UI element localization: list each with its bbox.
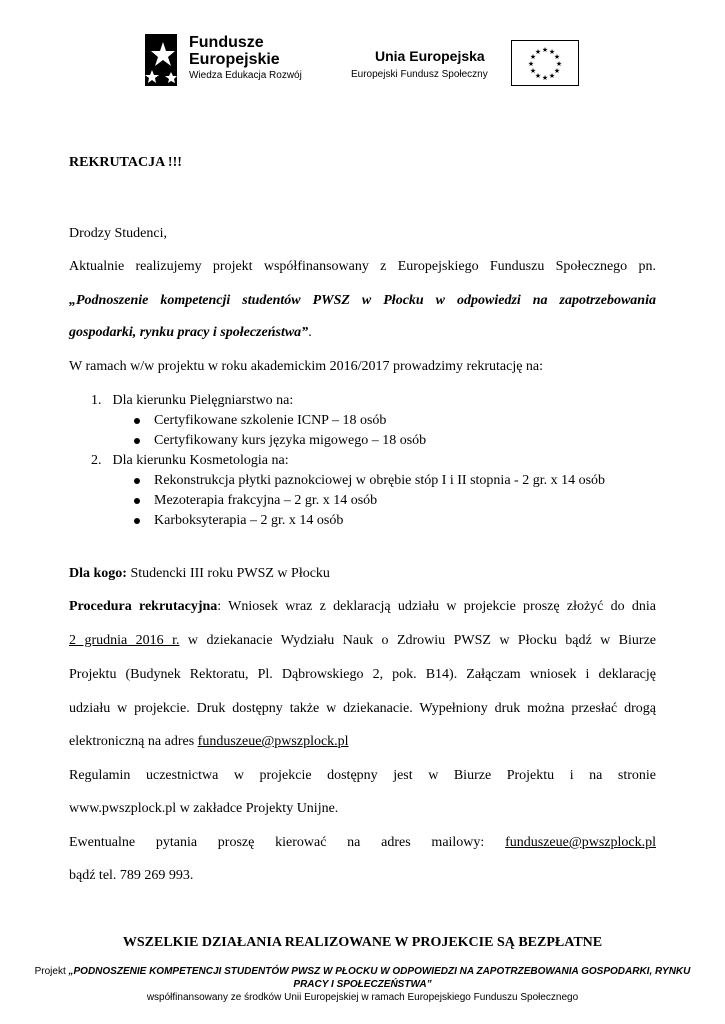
eu-flag-icon (511, 40, 579, 86)
free-notice: WSZELKIE DZIAŁANIA REALIZOWANE W PROJEKCIE SĄ BEZPŁATNE (122, 935, 603, 950)
intro-line3: gospodarki, rynku pracy i społeczeństwa”. (69, 325, 312, 340)
svg-text:★: ★ (529, 53, 537, 61)
ue-logo-line1: Unia Europejska (375, 48, 485, 64)
bullet-icon (134, 478, 140, 484)
procedure-email-link[interactable]: funduszeue@pwszplock.pl (197, 734, 349, 749)
intro-line1: Aktualnie realizujemy projekt współfinansowany z Europejskiego Funduszu Społecznego pn. (69, 259, 656, 274)
svg-text:★: ★ (548, 72, 556, 80)
fe-logo-line1: Fundusze (189, 34, 264, 51)
greeting: Drodzy Studenci, (69, 226, 167, 241)
intro-line2: „Podnoszenie kompetencji studentów PWSZ w Płocku w odpowiedzi na zapotrzebowania (69, 293, 656, 308)
contact-line1: Ewentualne pytania proszę kierować na adres mailowy: funduszeue@pwszplock.pl (69, 835, 656, 850)
procedure-line3: Projektu (Budynek Rektoratu, Pl. Dąbrowskiego 2, pok. B14). Załączam wniosek i deklarację (69, 667, 656, 682)
regulations-line1: Regulamin uczestnictwa w projekcie dostępny jest w Biurze Projektu i na stronie (69, 768, 656, 783)
procedure-line2: 2 grudnia 2016 r. w dziekanacie Wydziału Nauk o Zdrowiu PWSZ w Płocku bądź w Biurze (69, 633, 657, 648)
svg-text:★: ★ (534, 48, 542, 56)
bullet-icon (134, 498, 140, 504)
page-title: REKRUTACJA !!! (69, 155, 182, 170)
deadline-date: 2 grudnia 2016 r. (69, 633, 180, 648)
fe-star-icon (143, 32, 181, 88)
contact-line2: bądź tel. 789 269 993. (69, 868, 194, 883)
target-label: Dla kogo: (69, 566, 127, 581)
procedure-line4: udziału w projekcie. Druk dostępny także w dziekanacie. Wypełniony druk można przesłać drogą (69, 701, 656, 716)
svg-text:★: ★ (555, 60, 563, 68)
list-item-1: 1. Dla kierunku Pielęgniarstwo na: (91, 393, 294, 408)
bullet-icon (134, 418, 140, 424)
unia-europejska-logo (351, 38, 591, 98)
procedure-line1: Procedura rekrutacyjna: Wniosek wraz z deklaracją udziału w projekcie proszę złożyć do dnia (69, 599, 657, 614)
procedure-line5: elektroniczną na adres funduszeue@pwszplock.pl (69, 734, 349, 749)
fe-logo-line2: Europejskie (189, 51, 280, 68)
svg-text:★: ★ (527, 60, 535, 68)
bullet-icon (134, 438, 140, 444)
project-name-end: gospodarki, rynku pracy i społeczeństwa” (69, 325, 309, 340)
list-item-2-bullet-2: Mezoterapia frakcyjna – 2 gr. x 14 osób (154, 493, 377, 509)
fe-logo-line3: Wiedza Edukacja Rozwój (189, 70, 302, 81)
ue-logo-line2: Europejski Fundusz Społeczny (351, 69, 488, 80)
bullet-icon (134, 518, 140, 524)
svg-text:★: ★ (553, 53, 561, 61)
footer-line2: PRACY I SPOŁECZEŃSTWA” (293, 979, 432, 990)
regulations-line2: www.pwszplock.pl w zakładce Projekty Unijne. (69, 801, 339, 816)
recruitment-line: W ramach w/w projektu w roku akademickim 2016/2017 prowadzimy rekrutację na: (69, 359, 544, 374)
footer-line1: Projekt „PODNOSZENIE KOMPETENCJI STUDENTÓW PWSZ W PŁOCKU W ODPOWIEDZI NA ZAPOTRZEBOWANIA GOSPODARKI, RYNKU (34, 966, 691, 977)
svg-text:★: ★ (541, 74, 549, 82)
footer-line3: współfinansowany ze środków Unii Europejskiej w ramach Europejskiego Funduszu Społecznego (146, 992, 579, 1003)
list-item-1-bullet-2: Certyfikowany kurs języka migowego – 18 osób (154, 433, 426, 449)
list-item-2-bullet-1: Rekonstrukcja płytki paznokciowej w obrębie stóp I i II stopnia - 2 gr. x 14 osób (154, 473, 605, 489)
svg-text:★: ★ (534, 72, 542, 80)
target-line: Dla kogo: Studencki III roku PWSZ w Płocku (69, 566, 330, 581)
svg-text:★: ★ (541, 46, 549, 54)
procedure-label: Procedura rekrutacyjna (69, 599, 218, 614)
list-item-1-bullet-1: Certyfikowane szkolenie ICNP – 18 osób (154, 413, 386, 429)
fundusze-europejskie-logo (143, 28, 323, 98)
fe-logo-text (189, 34, 302, 84)
contact-email-link[interactable]: funduszeue@pwszplock.pl (505, 835, 656, 850)
svg-text:★: ★ (529, 67, 537, 75)
svg-text:★: ★ (553, 67, 561, 75)
list-item-2-bullet-3: Karboksyterapia – 2 gr. x 14 osób (154, 513, 343, 529)
list-item-2: 2. Dla kierunku Kosmetologia na: (91, 453, 289, 468)
svg-text:★: ★ (548, 48, 556, 56)
